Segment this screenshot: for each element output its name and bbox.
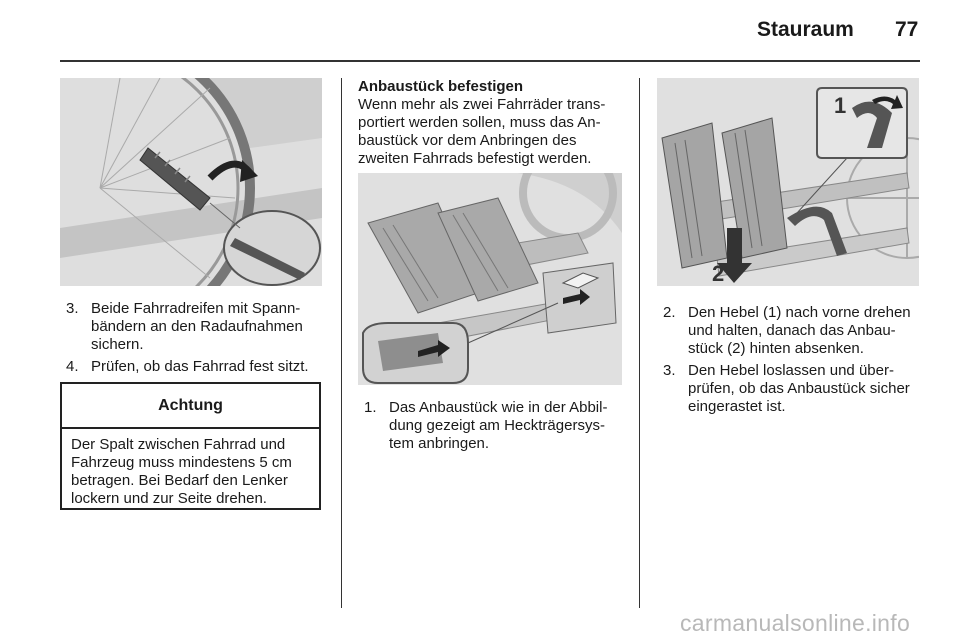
- section-paragraph: [358, 96, 623, 168]
- paragraph-line: zweiten Fahrrads befestigt werden.: [358, 150, 592, 167]
- step-number: 2.: [663, 304, 676, 321]
- step-text-line: bändern an den Radaufnahmen: [91, 318, 303, 335]
- step-number: 1.: [364, 399, 377, 416]
- column-divider-left: [341, 78, 342, 608]
- step-text-line: Prüfen, ob das Fahrrad fest sitzt.: [91, 358, 309, 375]
- figure-lever-lower: [657, 78, 919, 286]
- step-number: 3.: [66, 300, 79, 317]
- page-number: 77: [895, 18, 919, 41]
- step-text-line: prüfen, ob das Anbaustück sicher: [688, 380, 910, 397]
- step-text-line: sichern.: [91, 336, 144, 353]
- figure-wheel-strap: [60, 78, 322, 286]
- section-heading: Anbaustück befestigen: [358, 78, 524, 95]
- step-text-line: tem anbringen.: [389, 435, 490, 452]
- warning-text-line: lockern und zur Seite drehen.: [71, 490, 267, 507]
- step-text-line: und halten, danach das Anbau-: [688, 322, 896, 339]
- warning-title: Achtung: [62, 384, 319, 429]
- step-text-line: Den Hebel (1) nach vorne drehen: [688, 304, 911, 321]
- callout-1: 1: [834, 93, 847, 118]
- step-number: 3.: [663, 362, 676, 379]
- step-text-line: dung gezeigt am Heckträgersys-: [389, 417, 605, 434]
- step-number: 4.: [66, 358, 79, 375]
- step-text-line: Den Hebel loslassen und über-: [688, 362, 894, 379]
- middle-step-1: [364, 399, 634, 453]
- callout-2: 2: [712, 261, 725, 286]
- paragraph-line: Wenn mehr als zwei Fahrräder trans-: [358, 96, 606, 113]
- paragraph-line: portiert werden sollen, muss das An-: [358, 114, 601, 131]
- warning-text-line: betragen. Bei Bedarf den Lenker: [71, 472, 288, 489]
- warning-box: [60, 382, 321, 510]
- right-step-3: [663, 362, 933, 416]
- page-title: Stauraum: [757, 18, 854, 41]
- step-text-line: eingerastet ist.: [688, 398, 786, 415]
- right-step-2: [663, 304, 933, 358]
- left-step-4: [66, 358, 336, 376]
- paragraph-line: baustück vor dem Anbringen des: [358, 132, 577, 149]
- header-rule: [60, 60, 920, 62]
- warning-text-line: Fahrzeug muss mindestens 5 cm: [71, 454, 292, 471]
- step-text-line: Beide Fahrradreifen mit Spann-: [91, 300, 301, 317]
- warning-text-line: Der Spalt zwischen Fahrrad und: [71, 436, 286, 453]
- left-step-3: [66, 300, 336, 354]
- step-text-line: stück (2) hinten absenken.: [688, 340, 864, 357]
- watermark[interactable]: carmanualsonline.info: [680, 610, 911, 636]
- column-divider-right: [639, 78, 640, 608]
- step-text-line: Das Anbaustück wie in der Abbil-: [389, 399, 608, 416]
- figure-attach-extension: [358, 173, 622, 385]
